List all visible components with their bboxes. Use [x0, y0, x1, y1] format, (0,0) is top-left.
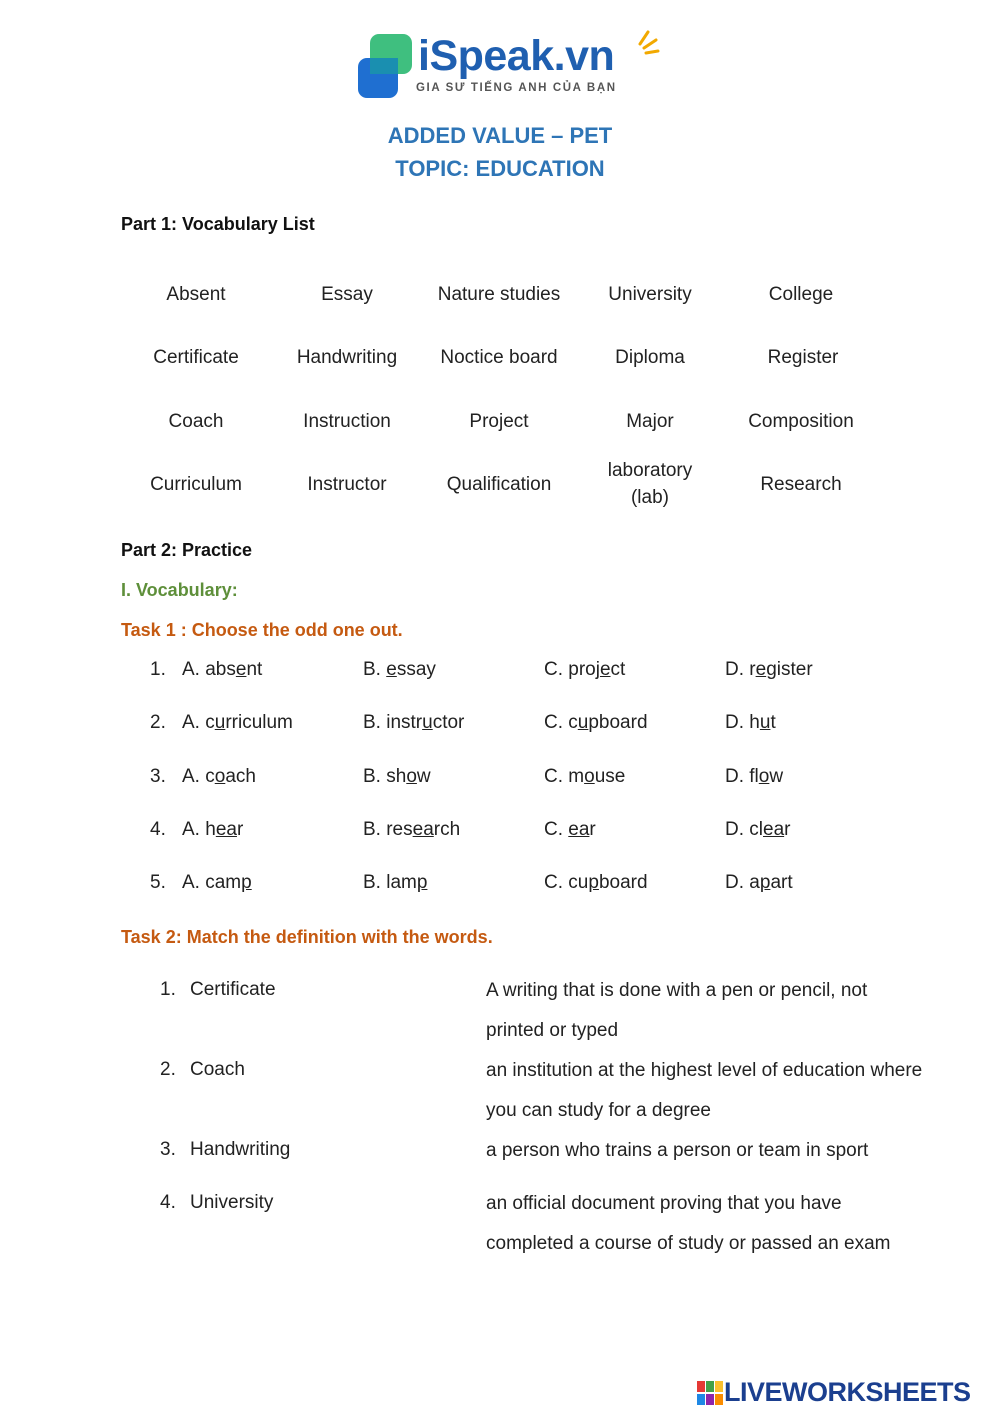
- task1-option[interactable]: C. ear: [544, 819, 596, 840]
- task1-item-number: 1.: [150, 659, 166, 680]
- task1-item-number: 3.: [150, 766, 166, 787]
- vocab-word: Instructor: [307, 474, 387, 495]
- task2-definition[interactable]: an official document proving that you have completed a course of study or passed an exam: [486, 1193, 891, 1254]
- task1-option[interactable]: C. cupboard: [544, 872, 648, 893]
- task1-option[interactable]: C. mouse: [544, 766, 626, 787]
- vocabulary-section-heading: I. Vocabulary:: [121, 580, 238, 600]
- part2-heading: Part 2: Practice: [121, 540, 253, 560]
- part1-heading: Part 1: Vocabulary List: [121, 214, 315, 234]
- task2-heading: Task 2: Match the definition with the words.: [121, 927, 493, 947]
- vocab-word: Major: [626, 411, 674, 432]
- task1-heading: Task 1 : Choose the odd one out.: [121, 620, 403, 640]
- logo-tagline: GIA SƯ TIẾNG ANH CỦA BẠN: [416, 82, 617, 94]
- task2-word[interactable]: Coach: [190, 1059, 245, 1080]
- task1-option[interactable]: A. hear: [182, 819, 244, 840]
- task1-option[interactable]: B. essay: [363, 659, 436, 680]
- task1-option[interactable]: D. register: [725, 659, 813, 680]
- task1-option[interactable]: C. project: [544, 659, 626, 680]
- task2-definition[interactable]: a person who trains a person or team in sport: [486, 1140, 869, 1161]
- task1-option[interactable]: B. research: [363, 819, 461, 840]
- task1-item-number: 2.: [150, 712, 166, 733]
- liveworksheets-text: LIVEWORKSHEETS: [724, 1377, 971, 1407]
- vocab-word: Nature studies: [437, 284, 561, 305]
- task1-item-number: 5.: [150, 872, 166, 893]
- task2-item-number: 1.: [160, 979, 176, 1000]
- task1-option[interactable]: B. lamp: [363, 872, 428, 893]
- spark-icon: [636, 30, 660, 56]
- task1-option[interactable]: A. coach: [182, 766, 256, 787]
- task2-word[interactable]: University: [190, 1192, 274, 1213]
- vocab-word: Qualification: [446, 474, 552, 495]
- vocab-word: laboratory (lab): [607, 460, 693, 508]
- vocab-word: Research: [760, 474, 842, 495]
- task1-option[interactable]: C. cupboard: [544, 712, 648, 733]
- task2-definition[interactable]: A writing that is done with a pen or pencil, not printed or typed: [486, 980, 868, 1041]
- page-subtitle: TOPIC: EDUCATION: [395, 156, 605, 181]
- vocab-word: Curriculum: [150, 474, 242, 495]
- vocab-word: College: [768, 284, 834, 305]
- task2-definition[interactable]: an institution at the highest level of education where you can study for a degree: [486, 1060, 923, 1121]
- logo-brand-text: iSpeak.vn: [418, 32, 615, 80]
- task2-item-number: 2.: [160, 1059, 176, 1080]
- ispeak-logo: [356, 30, 666, 102]
- vocab-word: Handwriting: [296, 347, 398, 368]
- task1-option[interactable]: D. clear: [725, 819, 791, 840]
- task1-option[interactable]: A. absent: [182, 659, 263, 680]
- vocab-word: Absent: [166, 284, 226, 305]
- page-title: ADDED VALUE – PET: [387, 123, 613, 148]
- task1-option[interactable]: A. curriculum: [182, 712, 293, 733]
- vocab-word: Diploma: [615, 347, 685, 368]
- vocab-word: Instruction: [303, 411, 391, 432]
- task2-item-number: 4.: [160, 1192, 176, 1213]
- task1-option[interactable]: B. instructor: [363, 712, 465, 733]
- vocab-word: Coach: [168, 411, 224, 432]
- vocab-word: Certificate: [153, 347, 239, 368]
- vocab-word: University: [608, 284, 692, 305]
- liveworksheets-logo: [697, 1375, 997, 1411]
- vocab-word: Essay: [321, 284, 373, 305]
- vocab-word: Noctice board: [440, 347, 558, 368]
- ispeak-logo-icon: [356, 32, 414, 100]
- liveworksheets-icon: [697, 1381, 723, 1405]
- task1-option[interactable]: D. flow: [725, 766, 784, 787]
- task2-word[interactable]: Handwriting: [190, 1139, 291, 1160]
- task1-item-number: 4.: [150, 819, 166, 840]
- vocab-word: Project: [469, 411, 529, 432]
- task2-item-number: 3.: [160, 1139, 176, 1160]
- task1-option[interactable]: B. show: [363, 766, 431, 787]
- vocab-word: Composition: [748, 411, 854, 432]
- task1-option[interactable]: D. hut: [725, 712, 776, 733]
- task2-word[interactable]: Certificate: [190, 979, 276, 1000]
- task1-option[interactable]: D. apart: [725, 872, 793, 893]
- task1-option[interactable]: A. camp: [182, 872, 252, 893]
- vocab-word: Register: [767, 347, 839, 368]
